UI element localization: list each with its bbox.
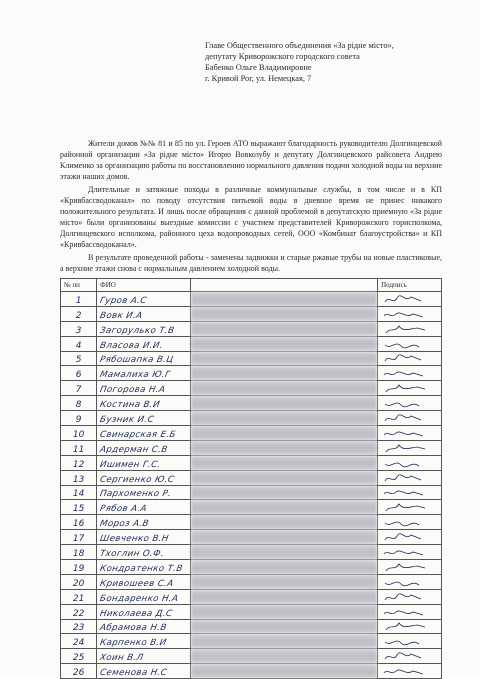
table-row <box>61 560 442 575</box>
signature-cell <box>378 664 442 679</box>
addressee-line: Бабенко Ольге Владимировне <box>205 63 312 72</box>
row-name: Гуров А.С <box>99 295 148 306</box>
body-paragraph: В результате проведенной работы - заменены задвижки и старые ржавые трубы на новые пластиковые, а верхние этажи снова с нормальным давлением холодной воды. <box>60 253 442 273</box>
redacted-cell <box>190 455 377 470</box>
row-name-cell <box>97 321 191 336</box>
row-number: 16 <box>61 515 97 530</box>
redacted-cell <box>190 321 377 336</box>
signature-cell <box>378 589 442 604</box>
signature-mark <box>381 635 433 648</box>
signature-mark <box>381 352 433 365</box>
table-row <box>61 649 442 664</box>
signature-cell <box>378 351 442 366</box>
letter-body <box>60 138 442 274</box>
row-name: Тхоглин О.Ф. <box>99 549 166 560</box>
row-number: 5 <box>61 351 97 366</box>
signature-table <box>60 278 442 679</box>
row-name-cell <box>97 530 191 545</box>
redacted-cell <box>190 336 377 351</box>
signature-cell <box>378 574 442 589</box>
row-name: Свинарская Е.Б <box>99 429 177 440</box>
signature-mark <box>381 665 433 678</box>
row-name-cell <box>97 306 191 321</box>
row-name: Пархоменко Р. <box>99 489 173 500</box>
signature-cell <box>378 485 442 500</box>
signature-cell <box>378 515 442 530</box>
row-name: Рябошапка В.Ц <box>99 355 175 366</box>
row-name-cell <box>97 366 191 381</box>
row-number: 17 <box>61 530 97 545</box>
redacted-cell <box>190 485 377 500</box>
table-row <box>61 396 442 411</box>
row-number: 6 <box>61 366 97 381</box>
table-header-row <box>61 279 442 292</box>
redacted-cell <box>190 634 377 649</box>
row-name: Ишимен Г.С. <box>99 459 162 470</box>
row-name-cell <box>97 604 191 619</box>
table-row <box>61 306 442 321</box>
row-number: 8 <box>61 396 97 411</box>
row-number: 19 <box>61 560 97 575</box>
row-name: Николаева Д.С <box>99 608 174 619</box>
header-name: ФИО <box>97 279 191 292</box>
row-number: 25 <box>61 649 97 664</box>
signature-cell <box>378 604 442 619</box>
body-paragraph: Жители домов №№ 81 и 85 по ул. Героев АТО выражают благодарность руководителю Долгинцевской районной организации «За рiдне мiсто» Игорю Вовкозубу и депутату Долгинцевского райсовета Андрею Клименко за организацию работы по восстановлению нормального давления подачи холодной воды на верхние этажи наших домов. <box>60 139 442 181</box>
row-number: 24 <box>61 634 97 649</box>
signature-mark <box>381 397 433 410</box>
signature-mark <box>381 486 433 499</box>
row-name: Шевченко В.Н <box>99 534 170 545</box>
row-name-cell <box>97 500 191 515</box>
signature-mark <box>381 472 433 485</box>
header-redacted <box>190 279 377 292</box>
redacted-cell <box>190 426 377 441</box>
signature-mark <box>381 442 433 455</box>
signature-mark <box>381 561 433 574</box>
row-number: 13 <box>61 470 97 485</box>
table-row <box>61 530 442 545</box>
row-number: 7 <box>61 381 97 396</box>
header-number: № пп <box>61 279 97 292</box>
signature-cell <box>378 366 442 381</box>
table-row <box>61 351 442 366</box>
signature-mark <box>381 427 433 440</box>
signature-mark <box>381 516 433 529</box>
table-row <box>61 485 442 500</box>
header-signature: Подпись <box>378 279 442 292</box>
row-name: Сергиенко Ю.С <box>99 474 176 485</box>
signature-cell <box>378 500 442 515</box>
redacted-cell <box>190 619 377 634</box>
addressee-block <box>205 40 455 84</box>
row-number: 15 <box>61 500 97 515</box>
row-name-cell <box>97 292 191 307</box>
redacted-cell <box>190 306 377 321</box>
row-name-cell <box>97 649 191 664</box>
signature-cell <box>378 649 442 664</box>
table-row <box>61 619 442 634</box>
table-row <box>61 545 442 560</box>
row-name-cell <box>97 381 191 396</box>
row-number: 12 <box>61 455 97 470</box>
signature-cell <box>378 411 442 426</box>
row-name: Бондаренко Н.А <box>99 593 180 604</box>
signature-cell <box>378 426 442 441</box>
signature-mark <box>381 650 433 663</box>
signature-mark <box>381 546 433 559</box>
table-row <box>61 336 442 351</box>
row-name-cell <box>97 411 191 426</box>
row-number: 10 <box>61 426 97 441</box>
signature-cell <box>378 470 442 485</box>
row-name-cell <box>97 619 191 634</box>
row-name: Рябов А.А <box>99 504 148 515</box>
row-name-cell <box>97 336 191 351</box>
signature-cell <box>378 396 442 411</box>
table-row <box>61 321 442 336</box>
row-name-cell <box>97 351 191 366</box>
row-name: Вовк И.А <box>99 310 144 321</box>
row-name-cell <box>97 634 191 649</box>
table-row <box>61 440 442 455</box>
table-row <box>61 664 442 679</box>
row-number: 1 <box>61 292 97 307</box>
row-name-cell <box>97 664 191 679</box>
row-number: 3 <box>61 321 97 336</box>
row-number: 11 <box>61 440 97 455</box>
row-name-cell <box>97 470 191 485</box>
table-row <box>61 634 442 649</box>
signature-cell <box>378 560 442 575</box>
redacted-cell <box>190 411 377 426</box>
row-name-cell <box>97 485 191 500</box>
row-name: Погорова Н.А <box>99 385 167 396</box>
redacted-cell <box>190 381 377 396</box>
signature-mark <box>381 367 433 380</box>
redacted-cell <box>190 589 377 604</box>
table-row <box>61 500 442 515</box>
signature-mark <box>381 620 433 633</box>
table-row <box>61 426 442 441</box>
table-row <box>61 604 442 619</box>
table-row <box>61 589 442 604</box>
addressee-line: Главе Общественного объединения «За рiдне мiсто», <box>205 41 394 50</box>
addressee-line: депутату Криворожского городского совета <box>205 52 360 61</box>
row-number: 21 <box>61 589 97 604</box>
signature-cell <box>378 306 442 321</box>
signature-mark <box>381 308 433 321</box>
signature-cell <box>378 530 442 545</box>
row-name-cell <box>97 396 191 411</box>
redacted-cell <box>190 574 377 589</box>
redacted-cell <box>190 396 377 411</box>
signature-mark <box>381 591 433 604</box>
row-name: Кондратенко Т.В <box>99 563 184 574</box>
row-number: 23 <box>61 619 97 634</box>
row-number: 26 <box>61 664 97 679</box>
row-number: 18 <box>61 545 97 560</box>
redacted-cell <box>190 292 377 307</box>
table-row <box>61 292 442 307</box>
redacted-cell <box>190 470 377 485</box>
redacted-cell <box>190 530 377 545</box>
row-number: 22 <box>61 604 97 619</box>
signature-cell <box>378 321 442 336</box>
row-name-cell <box>97 574 191 589</box>
redacted-cell <box>190 664 377 679</box>
signature-cell <box>378 634 442 649</box>
signature-mark <box>381 338 433 351</box>
row-name: Загорулько Т.В <box>99 325 176 336</box>
signature-cell <box>378 381 442 396</box>
row-name-cell <box>97 589 191 604</box>
row-name-cell <box>97 426 191 441</box>
redacted-cell <box>190 351 377 366</box>
row-name: Карпенко В.И <box>99 638 168 649</box>
signature-mark <box>381 606 433 619</box>
signature-mark <box>381 382 433 395</box>
signature-mark <box>381 531 433 544</box>
table-row <box>61 411 442 426</box>
signature-cell <box>378 440 442 455</box>
redacted-cell <box>190 500 377 515</box>
signature-cell <box>378 292 442 307</box>
row-name-cell <box>97 560 191 575</box>
row-name: Хоин В.Л <box>99 653 145 664</box>
row-name: Власова И.И. <box>99 340 164 351</box>
table-row <box>61 574 442 589</box>
row-name: Семенова Н.С <box>99 668 169 679</box>
addressee-line: г. Кривой Рог, ул. Немецкая, 7 <box>205 74 312 83</box>
table-row <box>61 381 442 396</box>
signature-mark <box>381 293 433 306</box>
signature-mark <box>381 412 433 425</box>
signature-mark <box>381 576 433 589</box>
redacted-cell <box>190 366 377 381</box>
row-number: 20 <box>61 574 97 589</box>
redacted-cell <box>190 545 377 560</box>
row-name-cell <box>97 440 191 455</box>
redacted-cell <box>190 560 377 575</box>
row-name: Бузник И.С <box>99 415 155 426</box>
row-number: 9 <box>61 411 97 426</box>
row-name: Ардерман С.В <box>99 444 169 455</box>
table-row <box>61 366 442 381</box>
table-row <box>61 455 442 470</box>
redacted-cell <box>190 515 377 530</box>
row-name: Абрамова Н.В <box>99 623 168 634</box>
row-name-cell <box>97 545 191 560</box>
table-body <box>61 292 442 679</box>
signature-cell <box>378 455 442 470</box>
table-row <box>61 470 442 485</box>
table-row <box>61 515 442 530</box>
row-name: Мамалиха Ю.Г <box>99 370 172 381</box>
signature-mark <box>381 323 433 336</box>
row-name-cell <box>97 515 191 530</box>
redacted-cell <box>190 440 377 455</box>
signature-cell <box>378 545 442 560</box>
row-number: 2 <box>61 306 97 321</box>
signature-mark <box>381 501 433 514</box>
body-paragraph: Длительные и затяжные походы в различные коммунальные службы, в том числе и в КП «Кривбассводоканал» по поводу отсутствия питьевой воды в дневное время не принес никакого положительного результата. И лишь после обращения с данной проблемой в депутатскую приемную «За рiдне мiсто» были организованы выездные комиссии с участием представителей Криворожского горисполкома, Долгинцевского исполкома, районного цеха водопроводных сетей, ООО «Комбинат благоустройства» и КП «Кривбассводоканал». <box>60 185 442 249</box>
signature-mark <box>381 457 433 470</box>
row-name: Мороз А.В <box>99 519 150 530</box>
signature-cell <box>378 336 442 351</box>
signature-cell <box>378 619 442 634</box>
row-name: Кривошеев С.А <box>99 578 175 589</box>
redacted-cell <box>190 649 377 664</box>
redacted-cell <box>190 604 377 619</box>
row-name: Костина В.И <box>99 400 161 411</box>
row-name-cell <box>97 455 191 470</box>
row-number: 14 <box>61 485 97 500</box>
row-number: 4 <box>61 336 97 351</box>
